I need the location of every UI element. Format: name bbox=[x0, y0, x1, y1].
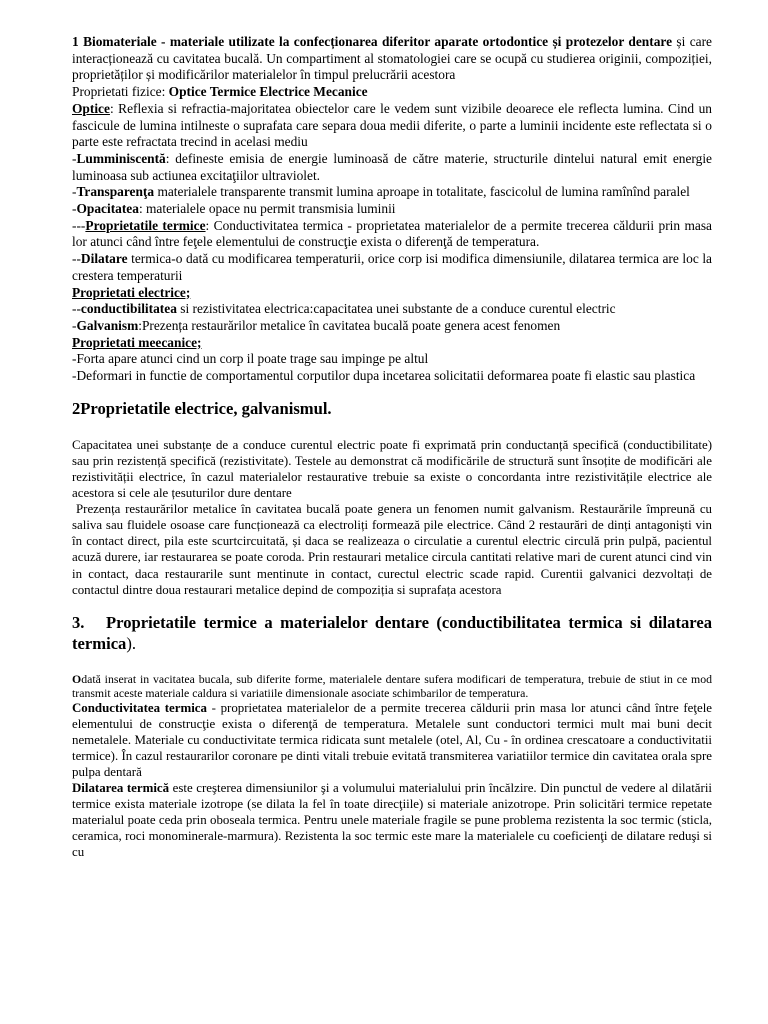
galvanism-label: Galvanism bbox=[76, 317, 139, 333]
optice-paragraph bbox=[72, 101, 712, 151]
section-3-heading bbox=[72, 612, 712, 654]
conductibilitatea-text: si rezistivitatea electrica:capacitatea unei substante de a conduce curentul electric bbox=[176, 301, 616, 317]
termice-label: Proprietatile termice bbox=[85, 217, 206, 233]
dash-prefix: - bbox=[72, 317, 77, 333]
termice-paragraph bbox=[72, 218, 712, 251]
section-3-intro bbox=[72, 672, 712, 701]
conductivitatea-paragraph bbox=[72, 700, 712, 780]
section-3 bbox=[72, 612, 712, 861]
luminiscenta-text: : defineste emisia de energie luminoasă de către materie, structurile dintelui natural emit energie luminoasa sub actiunea excitaţiilor ultraviolet. bbox=[72, 150, 712, 183]
physical-properties-list: Optice Termice Electrice Mecanice bbox=[168, 84, 368, 100]
section-3-heading-text: Proprietatile termice a materialelor dentare (conductibilitatea termica si dilatarea termica bbox=[72, 612, 712, 653]
section-2-paragraph-2-text: Prezența restaurărilor metalice în cavitatea bucală poate genera un fenomen numit galvanism. Restaurările împreună cu saliva sau fluidele osoase care funcționează ca electroliți formează pile electrice. Când 2 restaurări de dinți antagoniști vin în contact direct, pila este scurtcircuitată, și daca se realizeaza o circulatie a curentul electric circulă prin pulpă, pacientul acuză durere, iar restaurarea se poate coroda. Prin restaurari metalice circula cantitati relative mari de curent atunci cind vin in contact, daca restaurarile sunt mentinute in contact, curectul electric scade rapid. Curentii galvanici dezvoltați de contactul dintre doua restaurari metalice depind de compoziția si suprafața acestora bbox=[72, 502, 712, 597]
optice-label: Optice bbox=[72, 100, 110, 116]
opacitatea-paragraph bbox=[72, 201, 712, 218]
dash-prefix: -- bbox=[72, 301, 81, 317]
conductivitatea-text: - proprietatea materialelor de a permite trecerea căldurii prin masa lor atunci când între feţele elementului de construcţie exista o diferenţă de temperatura. Metalele sunt conductori termici mult mai buni decit nemetalele. Materiale cu conductivitate termica ridicata sunt metalele (otel, Al, Cu - în ordinea crescatoare a conductivitatii termice). În cazul restaurarilor coronare pe dinti vitali trebuie evitată transmiterea variatiilor termice din cavitatea orala spre pulpa dentară bbox=[72, 701, 713, 780]
galvanism-paragraph bbox=[72, 318, 712, 335]
document-page bbox=[72, 34, 712, 860]
section-1-title: 1 Biomateriale - materiale utilizate la confecționarea diferitor aparate ortodontice și protezelor dentare bbox=[72, 34, 673, 49]
conductibilitatea-label: conductibilitatea bbox=[80, 301, 177, 317]
section-1-title-paragraph bbox=[72, 34, 712, 84]
dilatarea-label: Dilatarea termică bbox=[72, 781, 170, 796]
luminiscenta-paragraph bbox=[72, 151, 712, 184]
dilatarea-text: este creşterea dimensiunilor şi a volumului materialului prin încălzire. Din punctul de vedere al dilatării termice exista materiale izotrope (se dilata la fel în toate direcţiile) si materiale anizotrope. Prin solicitări termice repetate materialul poate ceda prin oboseala termica. Pentru unele materiale fragile se pune problema rezistenta la soc termic (sticla, ceramica, roci monominerale-marmura). Rezistenta la soc termic este mare la materialele cu coeficienţi de dilatare reduşi si cu bbox=[72, 781, 712, 860]
forta-paragraph: -Forta apare atunci cind un corp il poate trage sau impinge pe altul bbox=[72, 351, 429, 367]
dilatarea-paragraph bbox=[72, 780, 712, 860]
opacitatea-text: : materialele opace nu permit transmisia luminii bbox=[138, 201, 396, 217]
deformari-paragraph: -Deformari in functie de comportamentul corputilor dupa incetarea solicitatii deformarea poate fi elastic sau plastica bbox=[72, 368, 696, 384]
transparenta-label: Transparenţa bbox=[76, 184, 155, 200]
electrice-heading-text: Proprietati electrice; bbox=[72, 284, 191, 300]
dash-prefix: -- bbox=[72, 251, 81, 267]
optice-text: : Reflexia si refractia-majoritatea obiectelor care le vedem sunt vizibile deoarece ele reflecta lumina. Cind un fascicule de lumina intilneste o suprafata care separa doua medii diferite, o parte a luminii incidente este reflectata si o parte este refractata trecind in acelasi mediu bbox=[72, 100, 712, 150]
dilatare-paragraph bbox=[72, 251, 712, 284]
section-2-heading: 2Proprietatile electrice, galvanismul. bbox=[72, 398, 332, 418]
mecanice-heading bbox=[72, 335, 712, 352]
physical-properties-label: Proprietati fizice: bbox=[72, 84, 169, 100]
transparenta-paragraph bbox=[72, 184, 712, 201]
physical-properties-line bbox=[72, 84, 712, 101]
galvanism-text: :Prezența restaurărilor metalice în cavitatea bucală poate genera acest fenomen bbox=[138, 317, 561, 333]
section-3-number: 3. bbox=[72, 612, 85, 632]
dilatare-text: termica-o dată cu modificarea temperaturii, orice corp isi modifica dimensiunile, dilatarea termica are loc la crestera temperaturii bbox=[72, 251, 712, 283]
section-3-heading-tail: ). bbox=[126, 633, 137, 653]
opacitatea-label: Opacitatea bbox=[76, 201, 139, 217]
intro-text: dată inserat in vacitatea bucala, sub diferite forme, materialele dentare sufera modificari de temperatura, trebuie de stiut in ce mod transmit aceste materiale caldura si variatiile dimensionale asociate schimbarilor de temperatura. bbox=[72, 671, 712, 700]
dash-prefix: - bbox=[72, 150, 77, 166]
conductibilitatea-paragraph bbox=[72, 301, 712, 318]
luminiscenta-label: Lumminiscentă bbox=[76, 150, 166, 166]
intro-first-letter: O bbox=[72, 671, 82, 686]
dash-prefix: --- bbox=[72, 217, 86, 233]
termice-text: : Conductivitatea termica - proprietatea materialelor de a permite trecerea căldurii prin masa lor atunci când între feţele elementului de construcţie exista o diferenţă de temperatura. bbox=[72, 217, 712, 250]
section-2 bbox=[72, 399, 712, 598]
section-2-paragraph-2 bbox=[72, 501, 712, 598]
conductivitatea-label: Conductivitatea termica bbox=[72, 701, 207, 716]
section-1-intro: și care interacționează cu cavitatea bucală. Un compartiment al stomatologiei care se ocupă cu studierea originii, compoziției, proprietăților și modificărilor materialelor în timpul prelucrării acestora bbox=[72, 34, 712, 83]
mecanice-heading-text: Proprietati meecanice; bbox=[72, 334, 202, 350]
section-1 bbox=[72, 34, 712, 385]
dash-prefix: - bbox=[72, 184, 77, 200]
dash-prefix: - bbox=[72, 201, 77, 217]
transparenta-text: materialele transparente transmit lumina aproape in totalitate, fascicolul de lumina ramînînd paralel bbox=[154, 184, 690, 200]
electrice-heading bbox=[72, 285, 712, 302]
section-2-paragraph-1: Capacitatea unei substanțe de a conduce curentul electric poate fi exprimată prin conductanță specifică (conductibilitate) sau prin rezistență specifică (rezistivitate). Testele au demonstrat că modificările de structură sunt însoțite de modificări ale rezistivității electrice, în cazul materialelor restaurative trebuie sa existe o concordanta intre rezistivitățile electrice ale acestora si cele ale țesuturilor dure dentare bbox=[72, 437, 712, 501]
dilatare-label: Dilatare bbox=[80, 251, 128, 267]
